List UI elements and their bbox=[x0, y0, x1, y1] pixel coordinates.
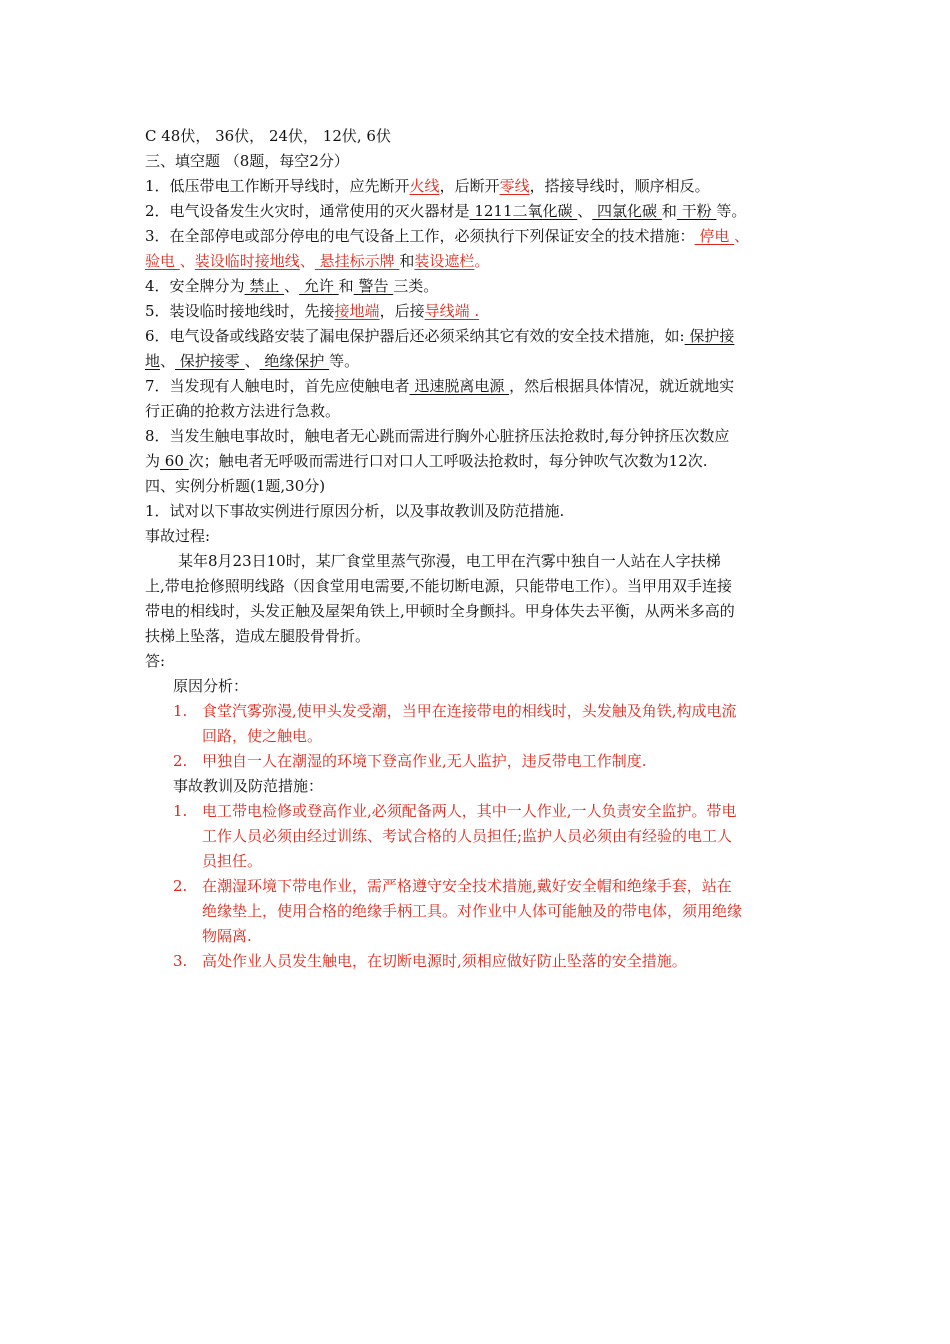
question-6-line-1 bbox=[145, 324, 813, 349]
q4-answer-1: 禁止 bbox=[244, 277, 285, 295]
q3-sep-1: 、 bbox=[734, 227, 750, 245]
q3-text: 3．在全部停电或部分停电的电气设备上工作，必须执行下列保证安全的技术措施： bbox=[145, 227, 695, 245]
q2-answer-1: 1211二氧化碳 bbox=[469, 202, 578, 220]
q1-answer-1: 火线 bbox=[409, 177, 440, 195]
question-2 bbox=[145, 199, 813, 224]
q3-sep-2: 、 bbox=[179, 252, 195, 270]
lesson-2-line-3: 物隔离. bbox=[202, 927, 252, 945]
q6-answer-1b: 地 bbox=[145, 352, 161, 370]
cause-2-line-1: 甲独自一人在潮湿的环境下登高作业,无人监护，违反带电工作制度. bbox=[202, 752, 647, 770]
q2-text: 2．电气设备发生火灾时，通常使用的灭火器材是 bbox=[145, 202, 470, 220]
question-8-line-1: 8．当发生触电事故时，触电者无心跳而需进行胸外心脏挤压法抢救时,每分钟挤压次数应 bbox=[145, 427, 730, 445]
lesson-3-number: 3. bbox=[173, 952, 188, 970]
q4-answer-3: 警告 bbox=[353, 277, 394, 295]
question-3-line-2 bbox=[145, 249, 813, 274]
q4-sep-2: 和 bbox=[338, 277, 354, 295]
q3-answer-3: 装设临时接地线 bbox=[194, 252, 300, 270]
lesson-item-3 bbox=[145, 949, 813, 974]
cause-label: 原因分析： bbox=[173, 677, 249, 695]
lesson-1-line-2: 工作人员必须由经过训练、考试合格的人员担任;监护人员必须由有经验的电工人 bbox=[202, 827, 733, 845]
q3-answer-1: 停电 bbox=[694, 227, 735, 245]
lesson-2-number: 2. bbox=[173, 877, 188, 895]
document-content bbox=[145, 124, 813, 974]
q3-sep-3: 、 bbox=[299, 252, 315, 270]
q4-answer-2: 允许 bbox=[299, 277, 339, 295]
cause-2-number: 2. bbox=[173, 752, 188, 770]
q6-answer-3: 绝缘保护 bbox=[259, 352, 330, 370]
q1-text-2: ，后断开 bbox=[439, 177, 500, 195]
answer-label: 答: bbox=[145, 652, 166, 670]
process-line-4: 扶梯上坠落，造成左腿股骨骨折。 bbox=[145, 627, 371, 645]
question-5 bbox=[145, 299, 813, 324]
question-1 bbox=[145, 174, 813, 199]
q7-text-2: ，然后根据具体情况，就近就地实 bbox=[509, 377, 735, 395]
q8-text-2: 次；触电者无呼吸而需进行口对口人工呼吸法抢救时，每分钟吹气次数为12次. bbox=[188, 452, 708, 470]
q3-sep-4: 和 bbox=[399, 252, 415, 270]
lesson-1-number: 1. bbox=[173, 802, 188, 820]
q6-sep-2: 、 bbox=[244, 352, 260, 370]
section-3-heading: 三、填空题 （8题，每空2分） bbox=[145, 152, 349, 170]
q1-answer-2: 零线 bbox=[499, 177, 530, 195]
q6-sep-1: 、 bbox=[160, 352, 176, 370]
option-c-line: C 48伏， 36伏， 24伏， 12伏, 6伏 bbox=[145, 127, 391, 145]
process-line-1: 某年8月23日10时，某厂食堂里蒸气弥漫，电工甲在汽雾中独自一人站在人字扶梯 bbox=[178, 552, 721, 570]
question-6-line-2 bbox=[145, 349, 813, 374]
q5-text-2: ，后接 bbox=[379, 302, 425, 320]
q2-sep-2: 和 bbox=[661, 202, 677, 220]
q4-end: 三类。 bbox=[393, 277, 439, 295]
q5-answer-1: 接地端 bbox=[334, 302, 380, 320]
q3-answer-2: 验电 bbox=[145, 252, 180, 270]
cause-1-number: 1. bbox=[173, 702, 188, 720]
process-line-2: 上,带电抢修照明线路（因食堂用电需要,不能切断电源，只能带电工作）。当甲用双手连接 bbox=[145, 577, 733, 595]
process-label: 事故过程: bbox=[145, 527, 211, 545]
q1-text: 1．低压带电工作断开导线时，应先断开 bbox=[145, 177, 410, 195]
q8-text: 为 bbox=[145, 452, 161, 470]
cause-item-2 bbox=[145, 749, 813, 774]
q3-end: 。 bbox=[474, 252, 490, 270]
q5-text: 5．装设临时接地线时，先接 bbox=[145, 302, 335, 320]
q2-sep-1: 、 bbox=[577, 202, 593, 220]
cause-item-1 bbox=[145, 699, 813, 749]
question-3-line-1 bbox=[145, 224, 813, 249]
cause-1-line-1: 食堂汽雾弥漫,使甲头发受潮，当甲在连接带电的相线时，头发触及角铁,构成电流 bbox=[202, 702, 737, 720]
q3-answer-4: 悬挂标示牌 bbox=[314, 252, 400, 270]
q4-sep-1: 、 bbox=[284, 277, 300, 295]
lesson-3-line-1: 高处作业人员发生触电，在切断电源时,须相应做好防止坠落的安全措施。 bbox=[202, 952, 687, 970]
q6-answer-2: 保护接零 bbox=[175, 352, 245, 370]
q3-answer-5: 装设遮栏 bbox=[414, 252, 475, 270]
q6-end: 等。 bbox=[329, 352, 360, 370]
question-4 bbox=[145, 274, 813, 299]
q6-answer-1a: 保护接 bbox=[684, 327, 735, 345]
q7-text: 7．当发现有人触电时，首先应使触电者 bbox=[145, 377, 410, 395]
section-4-heading: 四、实例分析题(1题,30分) bbox=[145, 477, 326, 495]
process-line-3: 带电的相线时，头发正触及屋架角铁上,甲顿时全身颤抖。甲身体失去平衡，从两米多高的 bbox=[145, 602, 735, 620]
q7-answer: 迅速脱离电源 bbox=[409, 377, 510, 395]
q5-answer-2: 导线端 . bbox=[424, 302, 480, 320]
question-7-line-1 bbox=[145, 374, 813, 399]
q8-answer: 60 bbox=[160, 452, 189, 470]
lesson-2-line-2: 绝缘垫上，使用合格的绝缘手柄工具。对作业中人体可能触及的带电体，须用绝缘 bbox=[202, 902, 743, 920]
case-question: 1．试对以下事故实例进行原因分析，以及事故教训及防范措施. bbox=[145, 502, 565, 520]
lesson-1-line-3: 员担任。 bbox=[202, 852, 263, 870]
question-8-line-2 bbox=[145, 449, 813, 474]
lesson-item-1 bbox=[145, 799, 813, 874]
lesson-1-line-1: 电工带电检修或登高作业,必须配备两人，其中一人作业,一人负责安全监护。带电 bbox=[202, 802, 737, 820]
q2-answer-3: 干粉 bbox=[676, 202, 717, 220]
cause-1-line-2: 回路，使之触电。 bbox=[202, 727, 323, 745]
q1-text-3: ，搭接导线时，顺序相反。 bbox=[529, 177, 710, 195]
q4-text: 4．安全牌分为 bbox=[145, 277, 245, 295]
lesson-item-2 bbox=[145, 874, 813, 949]
lesson-2-line-1: 在潮湿环境下带电作业，需严格遵守安全技术措施,戴好安全帽和绝缘手套，站在 bbox=[202, 877, 732, 895]
q2-end: 等。 bbox=[716, 202, 747, 220]
question-7-line-2: 行正确的抢救方法进行急救。 bbox=[145, 402, 341, 420]
lesson-label: 事故教训及防范措施： bbox=[173, 777, 324, 795]
q2-answer-2: 四氯化碳 bbox=[592, 202, 662, 220]
q6-text: 6．电气设备或线路安装了漏电保护器后还必须采纳其它有效的安全技术措施，如: bbox=[145, 327, 685, 345]
